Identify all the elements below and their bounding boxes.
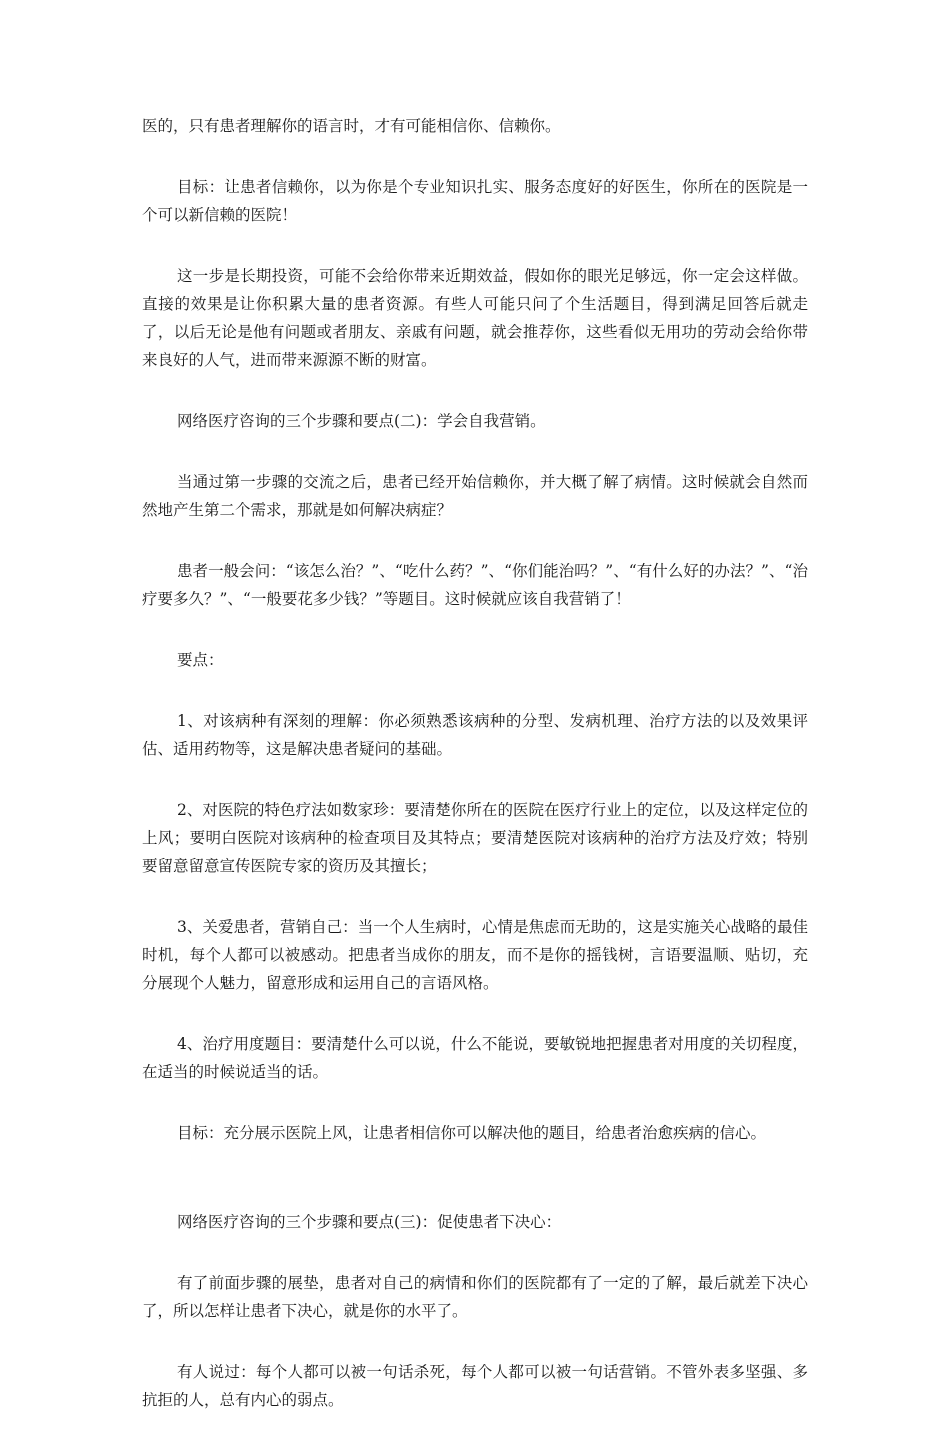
paragraph-patient-questions: 患者一般会问：“该怎么治？”、“吃什么药？”、“你们能治吗？”、“有什么好的办法？”、“治疗要多久？”、“一般要花多少钱？”等题目。这时候就应该自我营销了！	[142, 562, 808, 608]
paragraph-step-3-intro: 有了前面步骤的展垫，患者对自己的病情和你们的医院都有了一定的了解，最后就差下决心了，所以怎样让患者下决心，就是你的水平了。	[142, 1274, 808, 1320]
paragraph-goal-2: 目标：充分展示医院上风，让患者相信你可以解决他的题目，给患者治愈疾病的信心。	[177, 1124, 767, 1142]
paragraph-investment: 这一步是长期投资，可能不会给你带来近期效益，假如你的眼光足够远，你一定会这样做。直接的效果是让你积累大量的患者资源。有些人可能只问了个生活题目，得到满足回答后就走了，以后无论是他有问题或者朋友、亲戚有问题，就会推荐你，这些看似无用功的劳动会给你带来良好的人气，进而带来源源不断的财富。	[142, 267, 808, 369]
paragraph-step-2-intro: 当通过第一步骤的交流之后，患者已经开始信赖你，并大概了解了病情。这时候就会自然而然地产生第二个需求，那就是如何解决病症？	[142, 473, 808, 519]
heading-step-2: 网络医疗咨询的三个步骤和要点(二)：学会自我营销。	[177, 412, 546, 430]
paragraph-continuation: 医的，只有患者理解你的语言时，才有可能相信你、信赖你。	[142, 117, 561, 135]
key-point-1: 1、对该病种有深刻的理解：你必须熟悉该病种的分型、发病机理、治疗方法的以及效果评估、适用药物等，这是解决患者疑问的基础。	[142, 712, 808, 758]
key-point-3: 3、关爱患者，营销自己：当一个人生病时，心情是焦虑而无助的，这是实施关心战略的最佳时机，每个人都可以被感动。把患者当成你的朋友，而不是你的摇钱树，言语要温顺、贴切，充分展现个人魅力，留意形成和运用自己的言语风格。	[142, 918, 808, 992]
key-points-label: 要点：	[177, 651, 224, 669]
paragraph-persuasion: 有人说过：每个人都可以被一句话杀死，每个人都可以被一句话营销。不管外表多坚强、多抗拒的人，总有内心的弱点。	[142, 1363, 808, 1409]
key-point-4: 4、治疗用度题目：要清楚什么可以说，什么不能说，要敏锐地把握患者对用度的关切程度，在适当的时候说适当的话。	[142, 1035, 808, 1081]
key-point-2: 2、对医院的特色疗法如数家珍：要清楚你所在的医院在医疗行业上的定位，以及这样定位的上风；要明白医院对该病种的检查项目及其特点；要清楚医院对该病种的治疗方法及疗效；特别要留意留意宣传医院专家的资历及其擅长；	[142, 801, 808, 875]
heading-step-3: 网络医疗咨询的三个步骤和要点(三)：促使患者下决心：	[177, 1213, 562, 1231]
paragraph-goal-1: 目标：让患者信赖你，以为你是个专业知识扎实、服务态度好的好医生，你所在的医院是一个可以新信赖的医院！	[142, 178, 808, 224]
body-text	[142, 112, 808, 1447]
